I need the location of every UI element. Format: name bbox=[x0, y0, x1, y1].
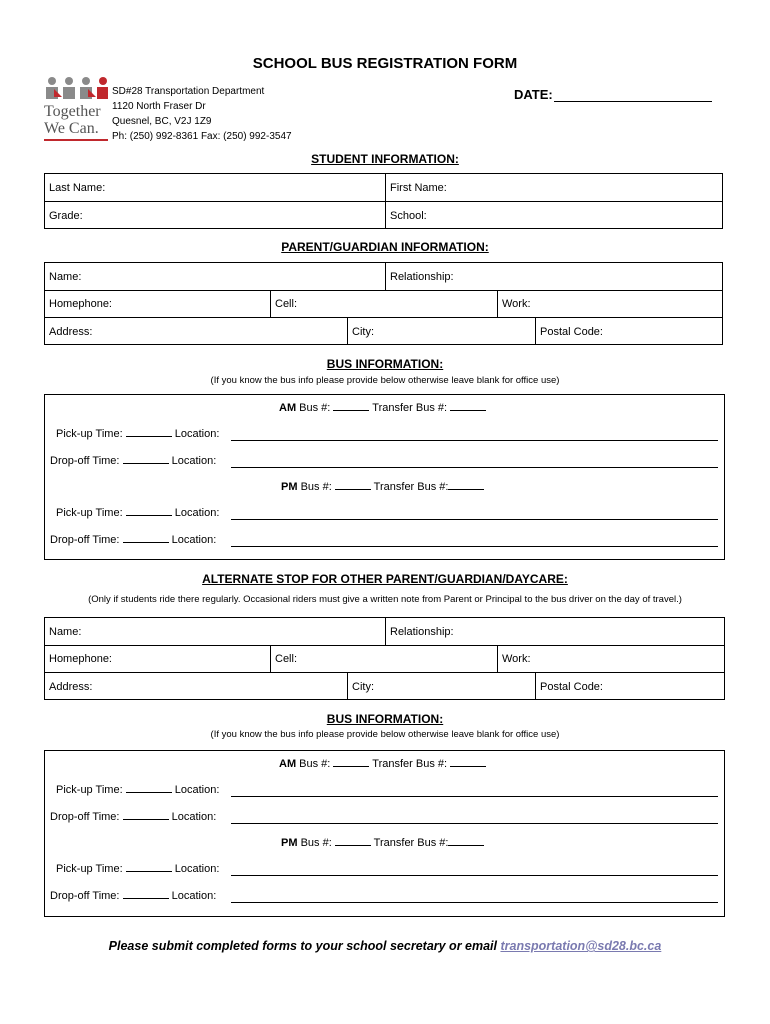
table-row bbox=[45, 646, 724, 673]
grade-label: Grade: bbox=[49, 209, 83, 222]
form-title: SCHOOL BUS REGISTRATION FORM bbox=[252, 55, 518, 72]
student-heading: STUDENT INFORMATION: bbox=[311, 152, 459, 166]
parent-work-field[interactable] bbox=[497, 291, 722, 317]
am-dropoff-row bbox=[50, 455, 216, 467]
logo-underline bbox=[44, 139, 108, 141]
am-pickup-time-2-field[interactable] bbox=[126, 792, 172, 793]
school-label: School: bbox=[390, 209, 427, 222]
am-bus-row bbox=[279, 402, 486, 414]
am-2-label: AM bbox=[279, 758, 297, 770]
am-label: AM bbox=[279, 402, 297, 414]
am-pickup-time-field[interactable] bbox=[126, 436, 172, 437]
parent-homephone-field[interactable] bbox=[45, 291, 270, 317]
pm-2-label: PM bbox=[281, 837, 298, 849]
pm-bus-row bbox=[281, 481, 484, 493]
pm-pickup-time-field[interactable] bbox=[126, 515, 172, 516]
alt-name-label: Name: bbox=[49, 625, 82, 638]
alt-work-label: Work: bbox=[502, 653, 531, 665]
am-dropoff-time-2-field[interactable] bbox=[123, 819, 169, 820]
alt-relationship-field[interactable] bbox=[385, 618, 724, 645]
school-field[interactable] bbox=[385, 202, 722, 229]
am-dropoff-location-label: Location: bbox=[171, 455, 217, 467]
table-row bbox=[45, 318, 722, 345]
parent-heading: PARENT/GUARDIAN INFORMATION: bbox=[281, 240, 489, 254]
am-dropoff-location-field[interactable] bbox=[231, 467, 718, 468]
logo-wordmark bbox=[44, 103, 114, 137]
alt-address-field[interactable] bbox=[45, 673, 347, 700]
table-row bbox=[45, 263, 722, 291]
am-dropoff-location-2-label: Location: bbox=[171, 811, 217, 823]
department-city: Quesnel, BC, V2J 1Z9 bbox=[112, 116, 212, 127]
pm-bus-field[interactable] bbox=[335, 489, 371, 490]
am-bus-2-field[interactable] bbox=[333, 766, 369, 767]
am-pickup-location-label: Location: bbox=[174, 428, 220, 440]
pm-dropoff-row bbox=[50, 534, 216, 546]
pm-transfer-2-field[interactable] bbox=[448, 845, 484, 846]
department-phone: Ph: (250) 992-8361 Fax: (250) 992-3547 bbox=[112, 131, 292, 142]
am-pickup-location-2-field[interactable] bbox=[231, 796, 718, 797]
alt-cell-field[interactable] bbox=[270, 646, 497, 672]
pm-pickup-location-2-field[interactable] bbox=[231, 875, 718, 876]
alt-homephone-field[interactable] bbox=[45, 646, 270, 672]
date-label: DATE: bbox=[514, 87, 553, 102]
parent-homephone-label: Homephone: bbox=[49, 298, 112, 310]
alternate-table bbox=[44, 617, 725, 700]
pm-pickup-location-field[interactable] bbox=[231, 519, 718, 520]
pm-bus-2-field[interactable] bbox=[335, 845, 371, 846]
bus-info-heading: BUS INFORMATION: bbox=[326, 357, 444, 371]
table-row bbox=[45, 618, 724, 646]
parent-city-label: City: bbox=[352, 325, 374, 338]
am-dropoff-time-field[interactable] bbox=[123, 463, 169, 464]
pm-pickup-location-label: Location: bbox=[174, 507, 220, 519]
parent-address-label: Address: bbox=[49, 325, 93, 338]
last-name-label: Last Name: bbox=[49, 181, 106, 194]
alt-name-field[interactable] bbox=[45, 618, 385, 645]
am-dropoff-2-label: Drop-off Time: bbox=[50, 811, 120, 823]
pm-dropoff-label: Drop-off Time: bbox=[50, 534, 120, 546]
alt-postal-field[interactable] bbox=[535, 673, 724, 700]
logo-line-2: We Can. bbox=[44, 120, 99, 137]
alt-postal-label: Postal Code: bbox=[540, 680, 603, 693]
am-pickup-2-label: Pick-up Time: bbox=[56, 784, 123, 796]
parent-name-label: Name: bbox=[49, 270, 82, 283]
bus-info-box bbox=[44, 394, 725, 560]
alt-relationship-label: Relationship: bbox=[390, 625, 454, 638]
alt-city-label: City: bbox=[352, 680, 374, 693]
am-transfer-2-label: Transfer Bus #: bbox=[372, 758, 448, 770]
table-row bbox=[45, 174, 722, 202]
am-pickup-row bbox=[56, 428, 219, 440]
bus-info-2-box bbox=[44, 750, 725, 917]
alt-cell-label: Cell: bbox=[275, 653, 298, 665]
table-row bbox=[45, 673, 724, 700]
alt-work-field[interactable] bbox=[497, 646, 724, 672]
student-table bbox=[44, 173, 723, 229]
pm-dropoff-2-label: Drop-off Time: bbox=[50, 890, 120, 902]
department-address bbox=[112, 84, 292, 144]
parent-cell-label: Cell: bbox=[275, 298, 298, 310]
parent-table bbox=[44, 262, 723, 345]
last-name-field[interactable] bbox=[45, 174, 385, 201]
alternate-stop-note: (Only if students ride there regularly. Occasional riders must give a written note from Parent or Principal to the bus driver on the day of travel.) bbox=[88, 594, 682, 605]
pm-dropoff-time-2-field[interactable] bbox=[123, 898, 169, 899]
alt-homephone-label: Homephone: bbox=[49, 653, 112, 665]
alt-address-label: Address: bbox=[49, 680, 93, 693]
pm-transfer-field[interactable] bbox=[448, 489, 484, 490]
pm-pickup-time-2-field[interactable] bbox=[126, 871, 172, 872]
footer-text: Please submit completed forms to your school secretary or email bbox=[108, 939, 501, 953]
alternate-stop-heading: ALTERNATE STOP FOR OTHER PARENT/GUARDIAN/DAYCARE: bbox=[202, 572, 568, 586]
am-dropoff-location-2-field[interactable] bbox=[231, 823, 718, 824]
table-row bbox=[45, 291, 722, 318]
bus-info-2-heading: BUS INFORMATION: bbox=[326, 712, 444, 726]
grade-field[interactable] bbox=[45, 202, 385, 229]
email-link[interactable]: transportation@sd28.bc.ca bbox=[500, 939, 662, 953]
pm-pickup-location-2-label: Location: bbox=[174, 863, 220, 875]
pm-dropoff-location-2-field[interactable] bbox=[231, 902, 718, 903]
footer-note bbox=[0, 939, 770, 953]
parent-city-field[interactable] bbox=[347, 318, 535, 345]
pm-dropoff-location-2-label: Location: bbox=[171, 890, 217, 902]
pm-bus-label: Bus #: bbox=[300, 481, 332, 493]
bus-info-note: (If you know the bus info please provide below otherwise leave blank for office use) bbox=[210, 375, 560, 386]
parent-relationship-field[interactable] bbox=[385, 263, 722, 290]
department-name: SD#28 Transportation Department bbox=[112, 86, 265, 97]
parent-name-field[interactable] bbox=[45, 263, 385, 290]
date-field[interactable] bbox=[554, 101, 712, 102]
am-bus-2-label: Bus #: bbox=[299, 758, 331, 770]
pm-bus-2-row bbox=[281, 837, 484, 849]
pm-bus-2-label: Bus #: bbox=[300, 837, 332, 849]
pm-label: PM bbox=[281, 481, 298, 493]
pm-dropoff-location-label: Location: bbox=[171, 534, 217, 546]
pm-pickup-2-label: Pick-up Time: bbox=[56, 863, 123, 875]
first-name-label: First Name: bbox=[390, 181, 447, 194]
pm-pickup-2-row bbox=[56, 863, 219, 875]
parent-work-label: Work: bbox=[502, 298, 531, 310]
am-dropoff-label: Drop-off Time: bbox=[50, 455, 120, 467]
pm-dropoff-2-row bbox=[50, 890, 216, 902]
am-dropoff-2-row bbox=[50, 811, 216, 823]
am-bus-field[interactable] bbox=[333, 410, 369, 411]
pm-transfer-2-label: Transfer Bus #: bbox=[373, 837, 449, 849]
pm-pickup-label: Pick-up Time: bbox=[56, 507, 123, 519]
pm-dropoff-time-field[interactable] bbox=[123, 542, 169, 543]
am-transfer-label: Transfer Bus #: bbox=[372, 402, 448, 414]
parent-postal-label: Postal Code: bbox=[540, 325, 603, 338]
logo-line-1: Together bbox=[44, 103, 101, 120]
pm-transfer-label: Transfer Bus #: bbox=[373, 481, 449, 493]
bus-info-2-note: (If you know the bus info please provide below otherwise leave blank for office use) bbox=[210, 729, 560, 740]
am-bus-label: Bus #: bbox=[299, 402, 331, 414]
am-pickup-2-row bbox=[56, 784, 219, 796]
am-transfer-field[interactable] bbox=[450, 410, 486, 411]
am-transfer-2-field[interactable] bbox=[450, 766, 486, 767]
parent-cell-field[interactable] bbox=[270, 291, 497, 317]
am-pickup-location-field[interactable] bbox=[231, 440, 718, 441]
department-street: 1120 North Fraser Dr bbox=[112, 101, 206, 112]
am-pickup-location-2-label: Location: bbox=[174, 784, 220, 796]
pm-dropoff-location-field[interactable] bbox=[231, 546, 718, 547]
first-name-field[interactable] bbox=[385, 174, 722, 201]
parent-relationship-label: Relationship: bbox=[390, 270, 454, 283]
pm-pickup-row bbox=[56, 507, 219, 519]
parent-address-field[interactable] bbox=[45, 318, 347, 345]
table-row bbox=[45, 202, 722, 229]
parent-postal-field[interactable] bbox=[535, 318, 722, 345]
alt-city-field[interactable] bbox=[347, 673, 535, 700]
am-pickup-label: Pick-up Time: bbox=[56, 428, 123, 440]
am-bus-2-row bbox=[279, 758, 486, 770]
